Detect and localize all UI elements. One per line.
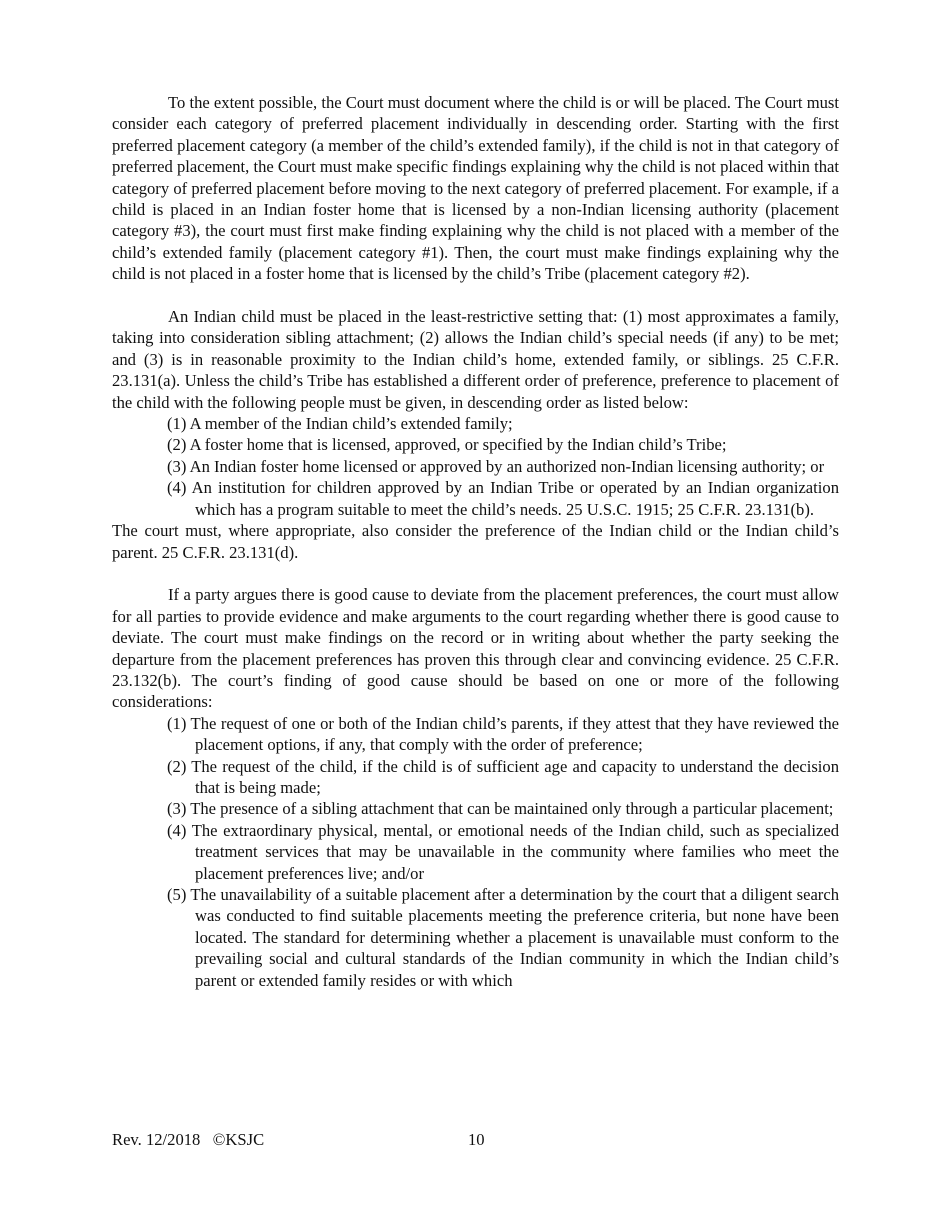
list-item: (1) A member of the Indian child’s extended family; [167, 414, 513, 434]
paragraph-least-restrictive-setting: An Indian child must be placed in the least-restrictive setting that: (1) most approximates a family, taking into consideration sibling attachment; (2) allows the Indian child’s special needs (if any) to be met; and (3) is in reasonable proximity to the Indian child’s home, extended family, or siblings. 25 C.F.R. 23.131(a). Unless the child’s Tribe has established a different order of preference, preference to placement of the child with the following people must be given, in descending order as listed below: [112, 307, 839, 412]
paragraph-good-cause: If a party argues there is good cause to deviate from the placement preferences, the court must allow for all parties to provide evidence and make arguments to the court regarding whether there is good cause to deviate. The court must make findings on the record or in writing about whether the party seeking the departure from the placement preferences has proven this through clear and convincing evidence. 25 C.F.R. 23.132(b). The court’s finding of good cause should be based on one or more of the following considerations: [112, 585, 839, 712]
list-item: (2) A foster home that is licensed, approved, or specified by the Indian child’s Tribe; [167, 435, 727, 455]
list-item: (2) The request of the child, if the child is of sufficient age and capacity to understand the decision that is being made; [167, 756, 839, 797]
good-cause-considerations-list [112, 713, 839, 991]
list-item: (3) An Indian foster home licensed or approved by an authorized non-Indian licensing authority; or [167, 456, 825, 476]
page-footer [112, 1130, 839, 1152]
revision-label: Rev. 12/2018 ©KSJC [112, 1130, 265, 1149]
list-item: (5) The unavailability of a suitable placement after a determination by the court that a diligent search was conducted to find suitable placements meeting the preference criteria, but none have been located. The standard for determining whether a placement is unavailable must conform to the prevailing social and cultural standards of the Indian community in which the Indian child’s parent or extended family resides or with which [167, 885, 839, 990]
placement-preference-list [112, 413, 839, 520]
list-item: (1) The request of one or both of the Indian child’s parents, if they attest that they have reviewed the placement options, if any, that comply with the order of preference; [167, 713, 839, 755]
list-item: (3) The presence of a sibling attachment that can be maintained only through a particular placement; [167, 799, 834, 819]
list-item: (4) The extraordinary physical, mental, or emotional needs of the Indian child, such as specialized treatment services that may be unavailable in the community where families who meet the placement preferences live; and/or [167, 820, 839, 883]
list-item: (4) An institution for children approved by an Indian Tribe or operated by an Indian organization which has a program suitable to meet the child’s needs. 25 U.S.C. 1915; 25 C.F.R. 23.131(b). [167, 478, 839, 519]
paragraph-child-preference: The court must, where appropriate, also consider the preference of the Indian child or the Indian child’s parent. 25 C.F.R. 23.131(d). [112, 521, 839, 562]
document-body [112, 92, 839, 991]
page-number: 10 [468, 1130, 485, 1149]
paragraph-placement-documentation: To the extent possible, the Court must document where the child is or will be placed. The Court must consider each category of preferred placement individually in descending order. Starting with the first preferred placement category (a member of the child’s extended family), if the child is not in that category of preferred placement, the Court must make specific findings explaining why the child is not placed within that category of preferred placement before moving to the next category of preferred placement. For example, if a child is placed in an Indian foster home that is licensed by a non-Indian licensing authority (placement category #3), the court must first make finding explaining why the child is not placed with a member of the child’s extended family (placement category #1). Then, the court must make findings explaining why the child is not placed in a foster home that is licensed by the child’s Tribe (placement category #2). [112, 93, 839, 284]
